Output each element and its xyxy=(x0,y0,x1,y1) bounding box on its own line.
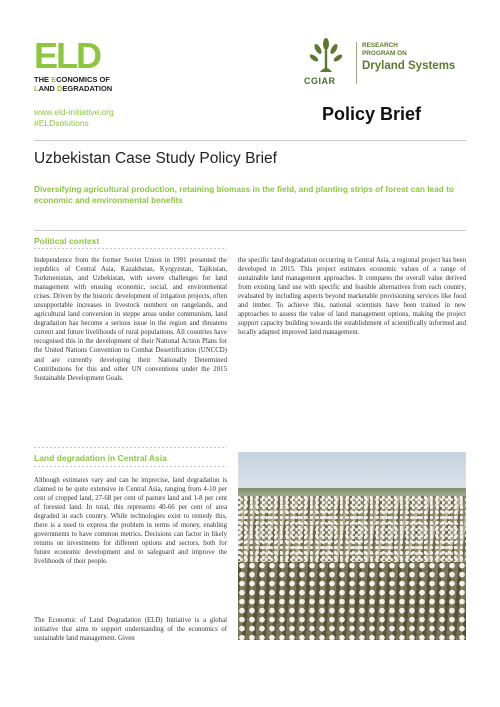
eld-logo-subtitle: THE ECONOMICS OF LAND DEGRADATION xyxy=(34,75,113,93)
header-divider xyxy=(34,140,466,141)
eld-logo xyxy=(34,35,144,98)
section-underline xyxy=(34,248,227,249)
cgiar-logo xyxy=(300,38,470,94)
section-overline xyxy=(34,447,227,448)
hashtag-link[interactable]: #ELDsolutions xyxy=(34,118,89,128)
section-heading-political-context: Political context xyxy=(34,236,100,246)
header-links xyxy=(34,107,114,129)
section-heading-land-degradation: Land degradation in Central Asia xyxy=(34,453,167,463)
paragraph-political-context: Independence from the former Soviet Union in 1991 presented the republics of Central Asia, Kazakhstan, Kyrgyzstan, Tajikistan, Turkmenistan, and Uzbekistan, with severe challenges for land management with ensuing economic, social, and environmental crises. Driven by the historic development of irrigation projects, often unsupportable increases in livestock numbers on rangelands, and agricultural land conversion in steppe areas under communism, land degradation has become a serious issue in the region and threatens current and future livelihoods of rural populations. All countries have recognised this in the development of their National Action Plans for the United Nations Convention to Combat Desertification (UNCCD) and are currently developing their Nationally Determined Contributions for this and other UN conventions under the 2015 Sustainable Development Goals. xyxy=(34,257,227,382)
paragraph-land-degradation: Although estimates vary and can be imprecise, land degradation is claimed to be quite extensive in Central Asia, ranging from 4-10 per cent of cropped land, 27-68 per cent of pasture land and 1-8 per cent of forested land. In total, this represents 40-66 per cent of area degraded in each country. While technologies exist to remedy this, there is a need to express the problem in terms of money, enabling governments to have common metrics. Decisions can factor in likely returns on investments for different options and sectors, both for future economic development and to safeguard and improve the livelihoods of their people. xyxy=(34,477,227,566)
section-underline xyxy=(34,466,227,467)
policy-brief-label: Policy Brief xyxy=(322,104,422,124)
page-subtitle: Diversifying agricultural production, retaining biomass in the field, and planting strips of forest can lead to economic and environmental benefits xyxy=(34,184,454,205)
logo-divider xyxy=(356,42,357,84)
dryland-systems-label: Dryland Systems xyxy=(362,60,456,72)
cotton-field-photo xyxy=(238,452,466,640)
wheat-sheaf-icon xyxy=(308,38,344,74)
paragraph-eld-initiative: The Economic of Land Degradation (ELD) Initiative is a global initiative that aims to support understanding of the economics of sustainable land management. Given xyxy=(34,617,227,643)
page-title: Uzbekistan Case Study Policy Brief xyxy=(34,150,277,167)
cgiar-wordmark: CGIAR xyxy=(304,76,336,86)
section-divider xyxy=(34,230,466,231)
paragraph-regional-project: the specific land degradation occurring in Central Asia, a regional project has been developed in 2015. This project estimates economic values of a range of sustainable land management approaches. It compares the overall value derived from existing land use with specific and feasible alternatives from each country, evaluated by including aspects beyond marketable provisioning services like food and timber. To achieve this, national scientists have been trained in new approaches to assess the value of land management options, making the project support capacity building towards the establishment of scientifically informed and locally adapted improved land management. xyxy=(238,257,466,337)
website-link[interactable]: www.eld-initiative.org xyxy=(34,107,114,117)
eld-logo-letters: ELD xyxy=(34,35,100,76)
research-program-label: RESEARCH PROGRAM ON xyxy=(362,42,407,57)
